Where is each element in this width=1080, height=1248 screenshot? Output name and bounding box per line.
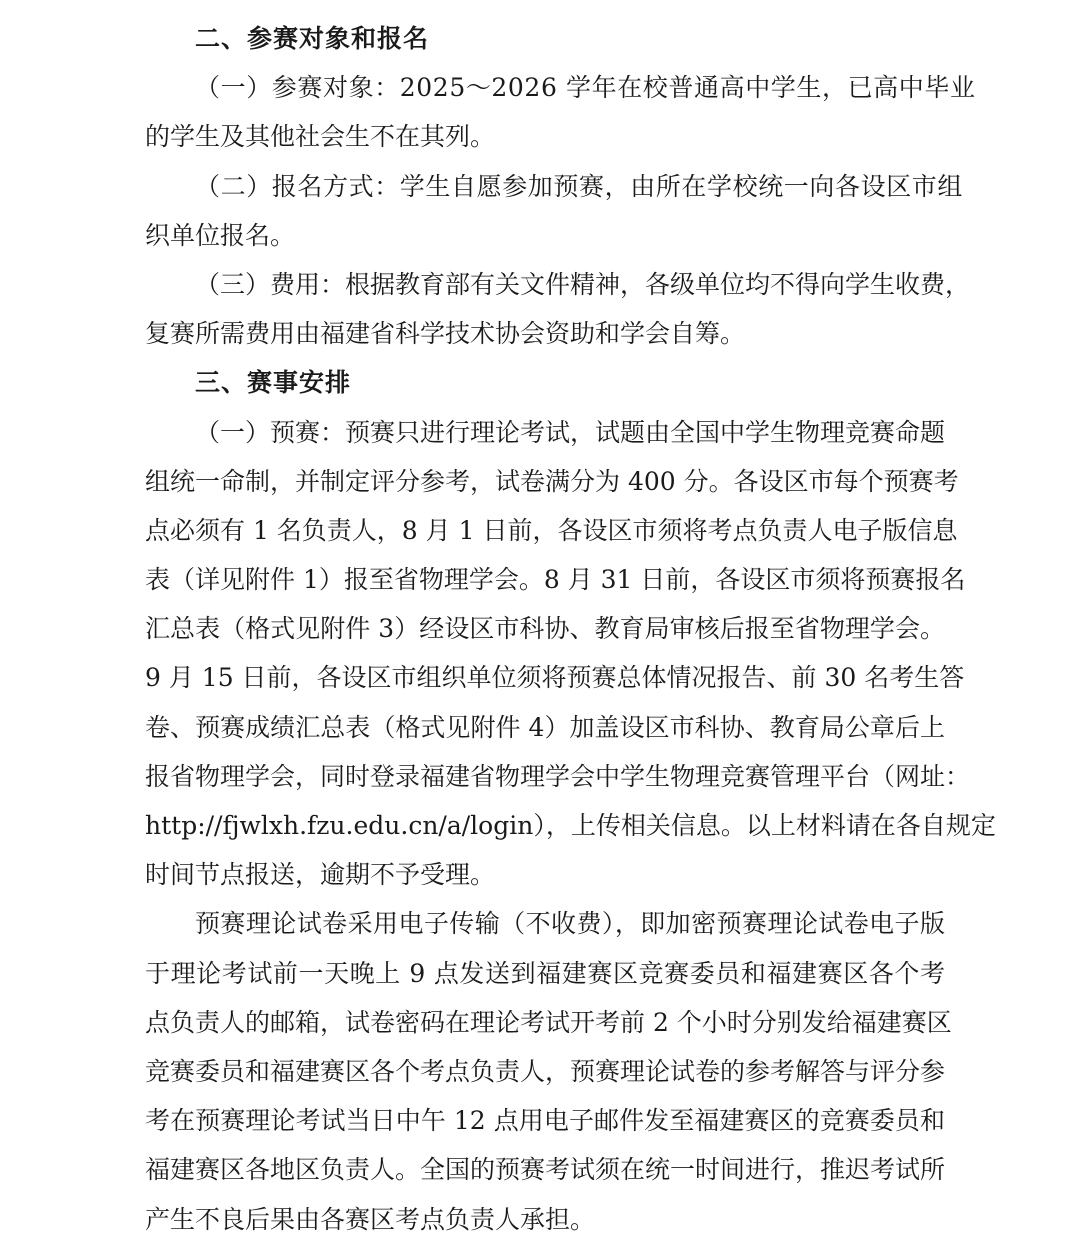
section-heading-schedule: 三、赛事安排	[195, 368, 352, 398]
paragraph-line: （一）参赛对象：2025～2026 学年在校普通高中学生，已高中毕业	[195, 73, 976, 103]
paragraph-line: 时间节点报送，逾期不予受理。	[145, 860, 496, 890]
paragraph-line: 考在预赛理论考试当日中午 12 点用电子邮件发至福建赛区的竞赛委员和	[145, 1106, 945, 1136]
paragraph-line: 于理论考试前一天晚上 9 点发送到福建赛区竞赛委员和福建赛区各个考	[145, 958, 945, 988]
paragraph-line: 汇总表（格式见附件 3）经设区市科协、教育局审核后报至省物理学会。	[145, 614, 945, 644]
paragraph-line: （三）费用：根据教育部有关文件精神，各级单位均不得向学生收费，	[195, 269, 971, 299]
document-page	[145, 14, 996, 1244]
paragraph-line: 报省物理学会，同时登录福建省物理学会中学生物理竞赛管理平台（网址：	[145, 761, 971, 791]
paragraph-line-url: http://fjwlxh.fzu.edu.cn/a/login），上传相关信息。以上材料请在各自规定	[145, 811, 996, 840]
paragraph-line: 组统一命制，并制定评分参考，试卷满分为 400 分。各设区市每个预赛考	[145, 466, 959, 496]
paragraph-line: （一）预赛：预赛只进行理论考试，试题由全国中学生物理竞赛命题	[195, 417, 946, 447]
paragraph-line: 卷、预赛成绩汇总表（格式见附件 4）加盖设区市科协、教育局公章后上	[145, 712, 945, 742]
paragraph-line: 织单位报名。	[145, 220, 296, 250]
paragraph-line: 的学生及其他社会生不在其列。	[145, 122, 496, 152]
paragraph-line: 表（详见附件 1）报至省物理学会。8 月 31 日前，各设区市须将预赛报名	[145, 565, 966, 595]
paragraph-line: 复赛所需费用由福建省科学技术协会资助和学会自筹。	[145, 319, 746, 349]
paragraph-line: 福建赛区各地区负责人。全国的预赛考试须在统一时间进行，推迟考试所	[145, 1155, 946, 1185]
paragraph-line: 产生不良后果由各赛区考点负责人承担。	[145, 1204, 596, 1234]
section-heading-participants: 二、参赛对象和报名	[195, 24, 430, 53]
paragraph-line: （二）报名方式：学生自愿参加预赛，由所在学校统一向各设区市组	[195, 171, 964, 201]
paragraph-line: 点负责人的邮箱，试卷密码在理论考试开考前 2 个小时分别发给福建赛区	[145, 1007, 952, 1037]
paragraph-line: 竞赛委员和福建赛区各个考点负责人，预赛理论试卷的参考解答与评分参	[145, 1056, 946, 1086]
paragraph-line: 预赛理论试卷采用电子传输（不收费），即加密预赛理论试卷电子版	[195, 909, 945, 939]
paragraph-line: 9 月 15 日前，各设区市组织单位须将预赛总体情况报告、前 30 名考生答	[145, 663, 965, 693]
paragraph-line: 点必须有 1 名负责人，8 月 1 日前，各设区市须将考点负责人电子版信息	[145, 515, 958, 545]
